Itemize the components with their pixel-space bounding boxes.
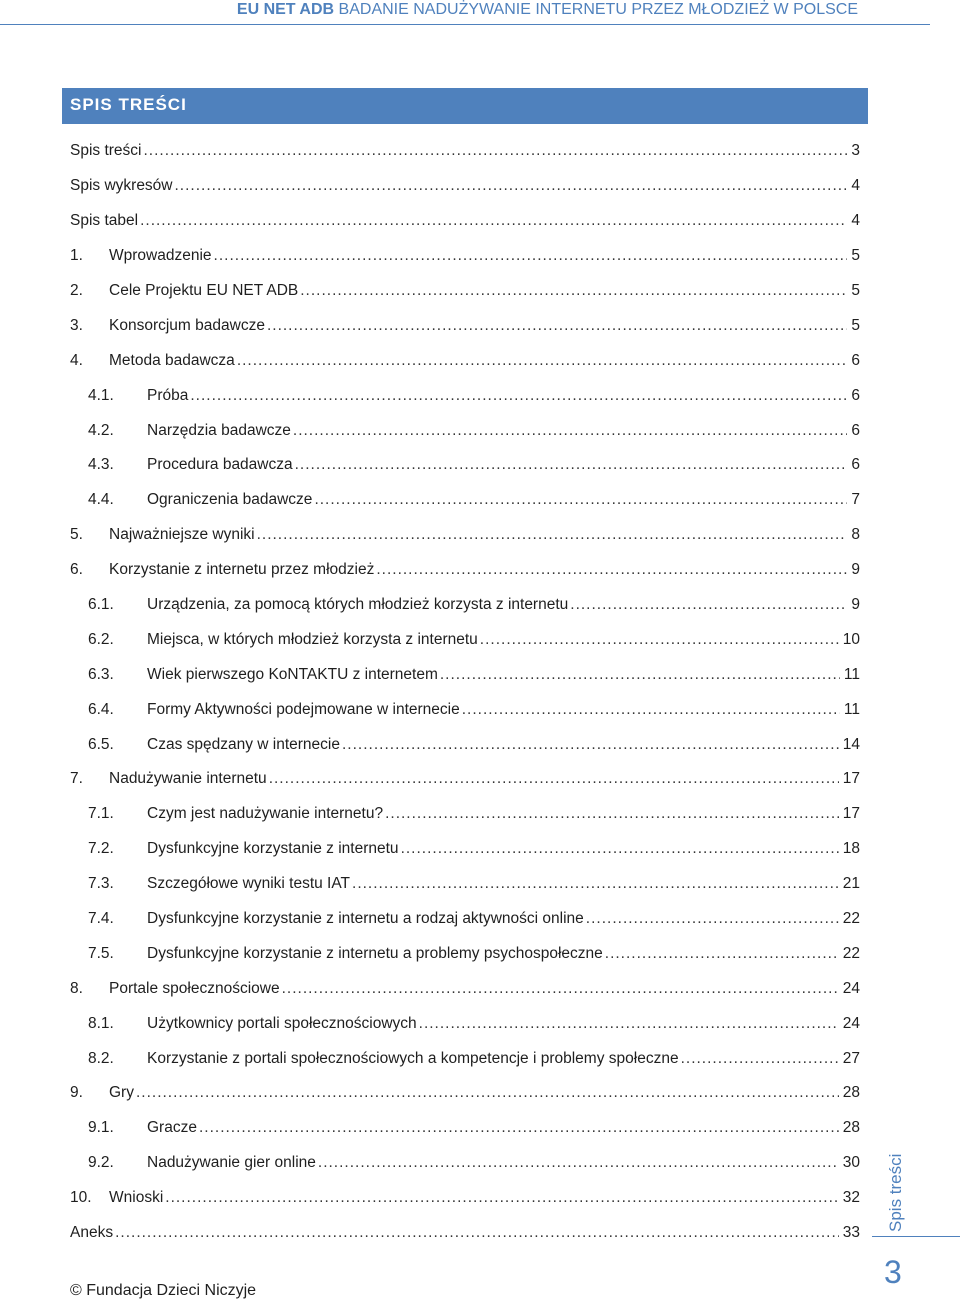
toc-entry-page: 6 — [851, 386, 860, 404]
toc-entry-title: Korzystanie z internetu przez młodzież — [109, 561, 375, 579]
toc-entry-number: 7.4. — [88, 910, 114, 928]
toc-entry[interactable] — [70, 797, 860, 832]
toc-entry[interactable] — [70, 239, 860, 274]
toc-dot-leader — [140, 212, 847, 230]
side-tab — [872, 1140, 960, 1237]
toc-entry-number: 5. — [70, 526, 83, 544]
toc-entry[interactable] — [70, 518, 860, 553]
toc-entry-number: 8. — [70, 979, 83, 997]
toc-entry[interactable] — [70, 936, 860, 971]
toc-entry[interactable] — [70, 657, 860, 692]
toc-dot-leader — [199, 1119, 839, 1137]
toc-entry-number: 2. — [70, 282, 83, 299]
toc-entry-title: Wprowadzenie — [109, 247, 212, 265]
toc-entry-title: Spis treści — [70, 142, 142, 160]
toc-entry-title: Dysfunkcyjne korzystanie z internetu — [147, 840, 399, 858]
toc-entry-page: 8 — [851, 526, 860, 544]
table-of-contents — [70, 134, 860, 1251]
toc-dot-leader — [401, 840, 839, 858]
footer-copyright: © Fundacja Dzieci Niczyje — [70, 1282, 257, 1299]
page-number: 3 — [884, 1254, 902, 1290]
toc-entry-page: 3 — [851, 142, 860, 160]
header-project: EU NET ADB — [236, 1, 335, 18]
toc-dot-leader — [314, 491, 847, 509]
toc-entry-title: Próba — [147, 386, 189, 404]
toc-entry-page: 6 — [851, 351, 860, 369]
toc-entry-page: 6 — [851, 456, 860, 474]
toc-entry-title: Wiek pierwszego KoNTAKTU z internetem — [147, 665, 438, 683]
toc-entry-number: 4. — [70, 351, 83, 369]
toc-entry[interactable] — [70, 448, 860, 483]
toc-dot-leader — [570, 596, 847, 614]
toc-dot-leader — [295, 456, 848, 474]
toc-entry-number: 9.2. — [88, 1154, 114, 1172]
toc-dot-leader — [267, 317, 847, 335]
toc-entry[interactable] — [70, 762, 860, 797]
header-text — [237, 1, 858, 19]
toc-heading: SPIS TREŚCI — [70, 95, 187, 114]
toc-dot-leader — [376, 561, 847, 579]
toc-entry[interactable] — [70, 1111, 860, 1146]
toc-dot-leader — [586, 910, 839, 928]
toc-heading-banner — [62, 88, 868, 124]
toc-dot-leader — [385, 805, 839, 823]
toc-entry-number: 8.2. — [88, 1049, 114, 1067]
running-header — [0, 0, 930, 25]
toc-entry-title: Wnioski — [109, 1189, 164, 1207]
toc-entry-title: Gry — [109, 1084, 134, 1102]
toc-entry-page: 11 — [843, 700, 860, 718]
toc-entry-title: Czas spędzany w internecie — [147, 735, 340, 753]
toc-entry-page: 24 — [842, 1014, 860, 1032]
toc-dot-leader — [144, 142, 848, 160]
toc-entry-page: 28 — [842, 1084, 860, 1102]
toc-dot-leader — [190, 387, 847, 405]
toc-entry-number: 6.5. — [88, 735, 114, 753]
toc-entry-number: 9. — [70, 1084, 83, 1102]
toc-dot-leader — [342, 736, 839, 754]
toc-dot-leader — [214, 247, 848, 265]
toc-entry-title: Ograniczenia badawcze — [147, 491, 313, 509]
toc-dot-leader — [165, 1189, 838, 1207]
toc-entry-number: 6.3. — [88, 665, 114, 683]
toc-dot-leader — [480, 631, 839, 649]
toc-entry-page: 11 — [843, 665, 860, 683]
toc-entry-number: 8.1. — [88, 1014, 114, 1032]
toc-dot-leader — [237, 352, 848, 370]
toc-entry-page: 30 — [842, 1154, 860, 1172]
toc-entry-title: Użytkownicy portali społecznościowych — [147, 1014, 417, 1032]
toc-entry-page: 9 — [851, 596, 860, 614]
toc-entry-page: 22 — [842, 910, 860, 928]
toc-entry-number: 7.5. — [88, 944, 114, 962]
toc-entry-page: 9 — [851, 561, 860, 579]
toc-dot-leader — [115, 1224, 839, 1242]
toc-entry-title: Dysfunkcyjne korzystanie z internetu a rodzaj aktywności online — [147, 910, 584, 928]
toc-entry[interactable] — [70, 1006, 860, 1041]
toc-entry[interactable] — [70, 1146, 860, 1181]
toc-entry[interactable] — [70, 378, 860, 413]
toc-entry-page: 21 — [842, 875, 860, 893]
side-section-label: Spis treści — [886, 1153, 905, 1232]
toc-entry-page: 4 — [851, 212, 860, 230]
toc-entry-title: Spis wykresów — [70, 177, 173, 195]
toc-dot-leader — [257, 526, 848, 544]
toc-entry[interactable] — [70, 1181, 860, 1216]
toc-entry[interactable] — [70, 1216, 860, 1251]
toc-entry-number: 4.3. — [88, 456, 114, 474]
toc-entry-page: 5 — [851, 316, 860, 334]
toc-entry-number: 7.1. — [88, 805, 114, 823]
toc-entry-number: 3. — [70, 316, 83, 334]
toc-dot-leader — [605, 945, 839, 963]
toc-dot-leader — [293, 422, 847, 440]
toc-entry-title: Czym jest nadużywanie internetu? — [147, 805, 384, 823]
toc-entry[interactable] — [70, 134, 860, 169]
toc-entry-title: Formy Aktywności podejmowane w internecie — [147, 700, 460, 718]
toc-entry-title: Nadużywanie gier online — [147, 1154, 316, 1172]
toc-entry-number: 7.2. — [88, 840, 114, 858]
toc-dot-leader — [419, 1015, 839, 1033]
toc-entry-title: Nadużywanie internetu — [109, 770, 267, 788]
toc-entry-number: 10. — [70, 1189, 92, 1207]
toc-entry-title: Procedura badawcza — [147, 456, 293, 474]
toc-entry-page: 33 — [842, 1224, 860, 1242]
toc-entry-title: Narzędzia badawcze — [147, 421, 291, 439]
toc-entry[interactable] — [70, 588, 860, 623]
toc-entry[interactable] — [70, 622, 860, 657]
toc-entry-title: Metoda badawcza — [109, 351, 235, 369]
toc-entry[interactable] — [70, 692, 860, 727]
toc-entry[interactable] — [70, 169, 860, 204]
toc-entry[interactable] — [70, 343, 860, 378]
toc-entry[interactable] — [70, 902, 860, 937]
toc-dot-leader — [462, 701, 840, 719]
toc-entry-page: 5 — [851, 247, 860, 265]
toc-entry-title: Korzystanie z portali społecznościowych a kompetencje i problemy społeczne — [147, 1049, 679, 1067]
toc-entry[interactable] — [70, 553, 860, 588]
toc-entry-title: Gracze — [147, 1119, 197, 1137]
toc-entry[interactable] — [70, 832, 860, 867]
toc-entry[interactable] — [70, 727, 860, 762]
toc-dot-leader — [352, 875, 839, 893]
toc-entry-page: 32 — [842, 1189, 860, 1207]
toc-entry-number: 9.1. — [88, 1119, 114, 1137]
toc-entry-number: 4.2. — [88, 421, 114, 439]
toc-entry-page: 7 — [851, 491, 860, 509]
toc-entry-page: 10 — [842, 630, 860, 648]
toc-entry-title: Konsorcjum badawcze — [109, 316, 265, 334]
toc-entry-title: Dysfunkcyjne korzystanie z internetu a problemy psychospołeczne — [147, 944, 603, 962]
toc-entry[interactable] — [70, 1041, 860, 1076]
toc-entry-page: 24 — [842, 979, 860, 997]
toc-dot-leader — [282, 980, 839, 998]
toc-entry-number: 6.2. — [88, 630, 114, 648]
toc-entry-title: Aneks — [70, 1224, 114, 1242]
toc-dot-leader — [681, 1050, 839, 1068]
toc-dot-leader — [300, 282, 847, 300]
toc-dot-leader — [175, 177, 848, 195]
toc-entry[interactable] — [70, 308, 860, 343]
header-title: BADANIE NADUŻYWANIE INTERNETU PRZEZ MŁODZIEŻ W POLSCE — [338, 1, 858, 18]
toc-entry[interactable] — [70, 971, 860, 1006]
toc-entry-title: Najważniejsze wyniki — [109, 526, 255, 544]
toc-entry-page: 18 — [842, 840, 860, 858]
toc-entry-page: 14 — [842, 735, 860, 753]
toc-entry-page: 5 — [851, 282, 860, 299]
toc-entry-page: 28 — [842, 1119, 860, 1137]
toc-entry-number: 7. — [70, 770, 83, 788]
toc-entry[interactable] — [70, 204, 860, 239]
toc-entry-number: 6.4. — [88, 700, 114, 718]
toc-dot-leader — [440, 666, 840, 684]
toc-entry-page: 4 — [851, 177, 860, 195]
toc-entry-number: 6. — [70, 561, 83, 579]
toc-dot-leader — [318, 1154, 839, 1172]
toc-entry[interactable] — [70, 413, 860, 448]
toc-entry-number: 4.4. — [88, 491, 114, 509]
toc-entry-page: 6 — [851, 421, 860, 439]
toc-entry[interactable] — [70, 274, 860, 309]
toc-entry-number: 6.1. — [88, 596, 114, 614]
toc-entry-page: 17 — [842, 805, 860, 823]
toc-entry[interactable] — [70, 483, 860, 518]
toc-dot-leader — [136, 1084, 839, 1102]
toc-entry-title: Spis tabel — [70, 212, 139, 230]
toc-entry[interactable] — [70, 867, 860, 902]
toc-entry-number: 4.1. — [88, 386, 114, 404]
toc-entry-title: Cele Projektu EU NET ADB — [109, 282, 299, 299]
toc-entry[interactable] — [70, 1076, 860, 1111]
toc-entry-title: Szczegółowe wyniki testu IAT — [147, 875, 351, 893]
toc-entry-number: 7.3. — [88, 875, 114, 893]
toc-entry-page: 17 — [842, 770, 860, 788]
toc-dot-leader — [269, 770, 839, 788]
toc-entry-title: Portale społecznościowe — [109, 979, 280, 997]
toc-entry-title: Urządzenia, za pomocą których młodzież korzysta z internetu — [147, 596, 569, 614]
toc-entry-page: 22 — [842, 944, 860, 962]
toc-entry-title: Miejsca, w których młodzież korzysta z internetu — [147, 630, 478, 648]
toc-entry-number: 1. — [70, 247, 83, 265]
toc-entry-page: 27 — [842, 1049, 860, 1067]
